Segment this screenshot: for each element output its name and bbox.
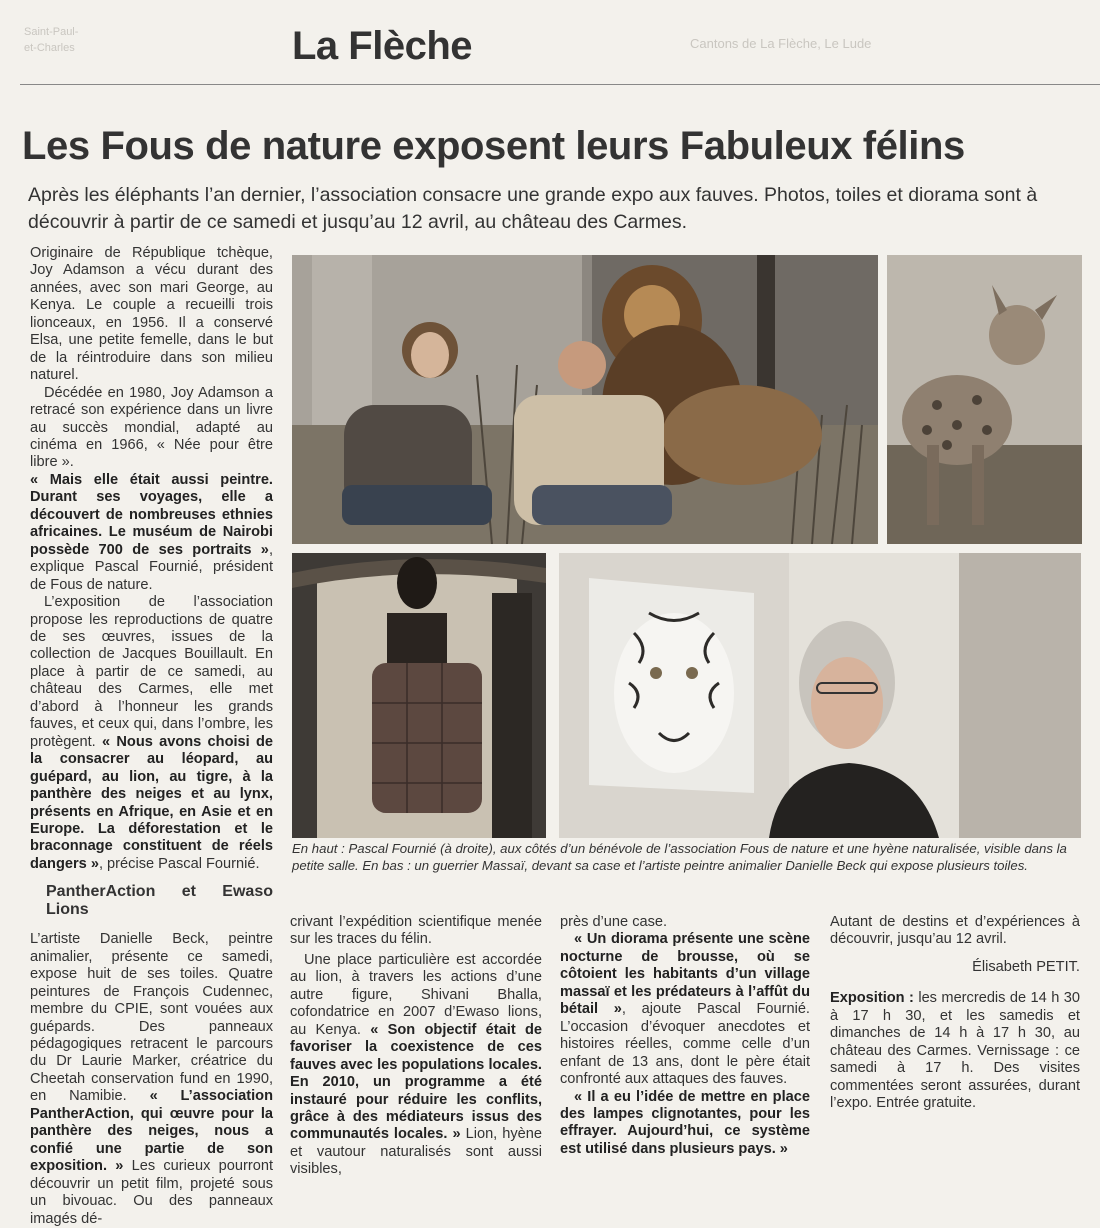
quote: « Son objectif était de favoriser la coexistence de ces fauves avec les populations locales. En 2010, un programme a été instauré pour réduire les conflits, grâce à des médiateurs issus des communautés locales. » bbox=[290, 1021, 542, 1143]
header-rule bbox=[20, 84, 1100, 85]
paragraph: Décédée en 1980, Joy Adamson a retracé son expérience dans un livre au succès mondial, adapté au cinéma en 1966, « Née pour être libre ». bbox=[30, 384, 273, 471]
bleed-through-right: Cantons de La Flèche, Le Lude bbox=[690, 36, 872, 51]
paragraph bbox=[290, 952, 542, 1179]
article-column-1 bbox=[30, 245, 273, 1228]
quote-attribution: , explique Pascal Fournié, président de Fous de nature. bbox=[30, 541, 273, 593]
paragraph bbox=[560, 1089, 810, 1159]
info-label: Exposition : bbox=[830, 990, 914, 1007]
quote: « Il a eu l’idée de mettre en place des lampes clignotantes, pour les effrayer. Aujourd’hui, ce système est utilisé dans plusieurs pays. » bbox=[560, 1088, 810, 1157]
quote-attribution: , ajoute Pascal Fournié. L’occasion d’évoquer anecdotes et histoires réelles, comme celle d’un enfant de 13 ans, dont le père était confronté aux attaques des fauves. bbox=[560, 1001, 810, 1088]
paragraph-text: L’artiste Danielle Beck, peintre animalier, présente ce samedi, expose huit de ses toiles. Quatre peintures de François Cudennec, membre du CPIE, sont vouées aux guépards. Des panneaux pédagogiques retracent le parcours du Dr Laurie Marker, créatrice du Cheetah conservation fund en 1990, en Namibie. bbox=[30, 931, 273, 1105]
paragraph-text: Une place particulière est accordée au lion, à travers les actions d’une autre figure, Shivani Bhalla, cofondatrice en 2007 d’Ewaso lions, au Kenya. bbox=[290, 951, 542, 1038]
lion-diorama-image bbox=[292, 255, 878, 544]
photo-hyena bbox=[887, 255, 1082, 544]
paragraph bbox=[560, 931, 810, 1088]
massai-warrior-image bbox=[292, 553, 546, 838]
quote: « Un diorama présente une scène nocturne de brousse, où se côtoient les habitants d’un village massaï et les prédateurs à l’affût du bétail » bbox=[560, 931, 810, 1018]
photo-caption: En haut : Pascal Fournié (à droite), aux côtés d’un bénévole de l’association Fous de nature et une hyène naturalisée, visible dans la petite salle. En bas : un guerrier Massaï, devant sa case et l’artiste peintre animalier Danielle Beck qui expose plusieurs toiles. bbox=[292, 841, 1067, 873]
paragraph bbox=[30, 594, 273, 873]
paragraph: Autant de destins et d’expériences à découvrir, jusqu’au 12 avril. bbox=[830, 914, 1080, 948]
quote: « Nous avons choisi de la consacrer au léopard, au guépard, au lion, au tigre, à la panthère des neiges et au lynx, présents en Afrique, en Asie et en Europe. La déforestation et le braconnage constituent de réels dangers » bbox=[30, 733, 273, 872]
paragraph-text: Les curieux pourront découvrir un petit film, projeté sous un bivouac. Ou des panneaux imagés dé- bbox=[30, 1158, 273, 1227]
standfirst: Après les éléphants l’an dernier, l’association consacre une grande expo aux fauves. Photos, toiles et diorama sont à découvrir à partir de ce samedi et jusqu’au 12 avril, au château des Carmes. bbox=[28, 184, 1038, 233]
paragraph-text: Lion, hyène et vautour naturalisés sont aussi visibles, bbox=[290, 1126, 542, 1178]
artist-tiger-image bbox=[559, 553, 1081, 838]
photo-massai-warrior bbox=[292, 553, 546, 838]
bleed-through-left: Saint-Paul- et-Charles bbox=[24, 26, 79, 54]
paragraph bbox=[30, 931, 273, 1228]
article-column-3 bbox=[560, 914, 810, 1158]
paragraph: Originaire de République tchèque, Joy Adamson a vécu durant des années, avec son mari George, au Kenya. Le couple a recueilli trois lionceaux, en 1956. Il a conservé Elsa, une petite femelle, dans le but de la réintroduire dans son milieu naturel. bbox=[30, 245, 273, 384]
paragraph: près d’une case. bbox=[560, 914, 668, 930]
exhibition-info bbox=[830, 990, 1080, 1112]
photo-artist-tiger bbox=[559, 553, 1081, 838]
author-signature: Élisabeth PETIT. bbox=[972, 958, 1080, 975]
paragraph: crivant l’expédition scientifique menée sur les traces du félin. bbox=[290, 914, 542, 948]
quote-attribution: , précise Pascal Fournié. bbox=[98, 855, 260, 872]
section-title: La Flèche bbox=[292, 24, 473, 68]
quote: « L’association PantherAction, qui œuvre pour la panthère des neiges, nous a confié une partie de son exposition. » bbox=[30, 1088, 273, 1175]
article-column-4 bbox=[830, 914, 1080, 1113]
article-column-2 bbox=[290, 914, 542, 1179]
hyena-image bbox=[887, 255, 1082, 544]
quote: « Mais elle était aussi peintre. Durant ses voyages, elle a découvert de nombreuses ethnies africaines. Le muséum de Nairobi possède 700 de ses portraits » bbox=[30, 471, 273, 558]
paragraph-text: L’exposition de l’association propose les reproductions de quatre de ses œuvres, issues de la collection de Jacques Bouillault. En place à partir de ce samedi, au château des Carmes, elle met d’abord à l’honneur les grands fauves, et ceux qui, dans l’ombre, les protègent. bbox=[30, 594, 273, 750]
info-text: les mercredis de 14 h 30 à 17 h 30, et les samedis et dimanches de 14 h à 17 h 30, au château des Carmes. Vernissage : ce samedi à 17 h. Des visites commentées seront assurées, durant l’expo. Entrée gratuite. bbox=[830, 990, 1080, 1112]
photo-lion-diorama bbox=[292, 255, 878, 544]
paragraph bbox=[30, 472, 273, 594]
headline: Les Fous de nature exposent leurs Fabuleux félins bbox=[22, 124, 965, 168]
subheading: PantherAction et Ewaso Lions bbox=[46, 883, 273, 919]
